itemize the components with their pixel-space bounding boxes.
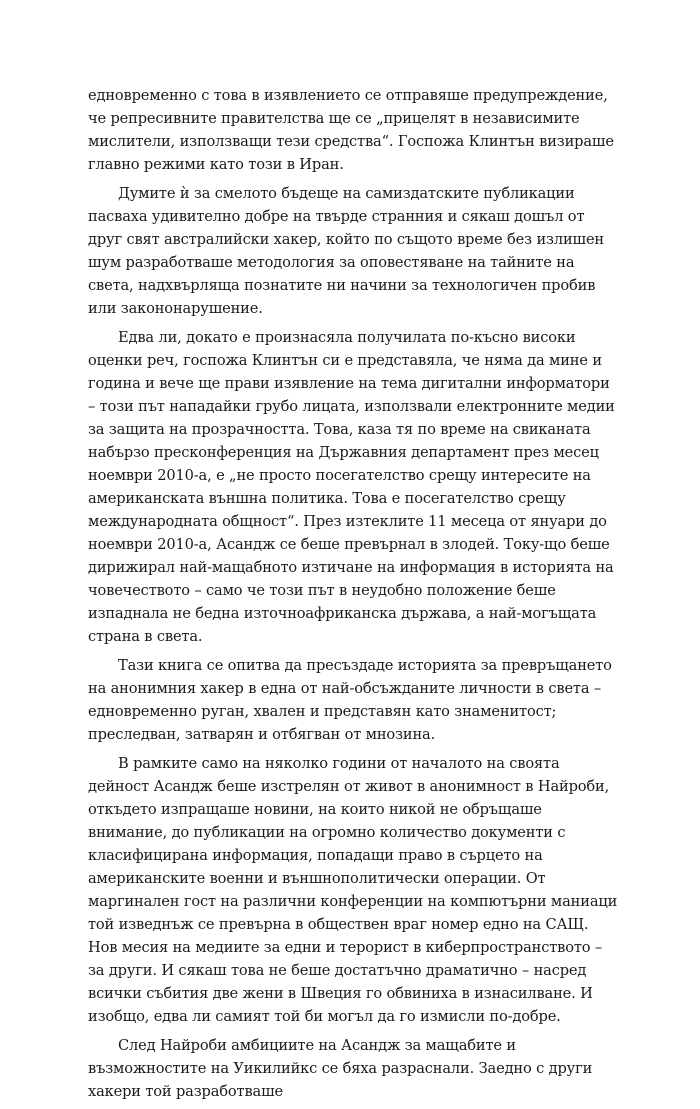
paragraph: Думите ѝ за смелото бъдеще на самиздатските публикации пасваха удивително добре на твърде странния и сякаш дошъл от друг свят австралийски хакер, който по същото време без излишен шум разработваше методология за оповестяване на тайните на света, надхвърляща познатите ни начини за технологичен пробив или закононарушение. [88, 185, 605, 317]
paragraph: В рамките само на няколко години от началото на своята дейност Асандж беше изстрелян от живот в анонимност в Найроби, откъдето изпращаше новини, на които никой не обръщаше внимание, до публикации на огромно количество документи с класифицирана информация, попадащи право в сърцето на американските военни и външнополитически операции. От маргинален гост на различни конференции на компютърни маниаци той изведнъж се превърна в обществен враг номер едно на САЩ. Нов месия на медиите за едни и терорист в киберпространството – за други. И сякаш това не беше достатъчно драматично – насред всички събития две жени в Швеция го обвиниха в изнасилване. И изобщо, едва ли самият той би могъл да го измисли по-добре. [88, 755, 618, 1025]
paragraph: Едва ли, докато е произнасяла получилата по-късно високи оценки реч, госпожа Клинтън си е представяла, че няма да мине и година и вече ще прави изявление на тема дигитални информатори – този път нападайки грубо лицата, използвали електронните медии за защита на прозрачността. Това, каза тя по време на свиканата набързо пресконференция на Държавния департамент през месец ноември 2010-а, е „не просто посегателство срещу интересите на американската външна политика. Това е посегателство срещу международната общност“. През изтеклите 11 месеца от януари до ноември 2010-а, Асандж се беше превърнал в злодей. Току-що беше дирижирал най-мащабното изтичане на информация в историята на човечеството – само че този път в неудобно положение беше изпаднала не бедна източноафриканска държава, а най-могъщата страна в света. [88, 329, 615, 645]
paragraph: След Найроби амбициите на Асандж за мащабите и възможностите на Уикилийкс се бяха разраснали. Заедно с други хакери той разработваше [88, 1037, 593, 1100]
body-text [88, 84, 618, 1109]
paragraph-continuation: едновременно с това в изявлението се отправяше предупреждение, че репресивните правителства ще се „прицелят в независимите мислители, използващи тези средства“. Госпожа Клинтън визираше главно режими като този в Иран. [88, 87, 614, 173]
paragraph: Тази книга се опитва да пресъздаде историята за превръщането на анонимния хакер в една от най-обсъжданите личности в света – едновременно руган, хвален и представян като знаменитост; преследван, затварян и отбягван от мнозина. [88, 657, 612, 743]
